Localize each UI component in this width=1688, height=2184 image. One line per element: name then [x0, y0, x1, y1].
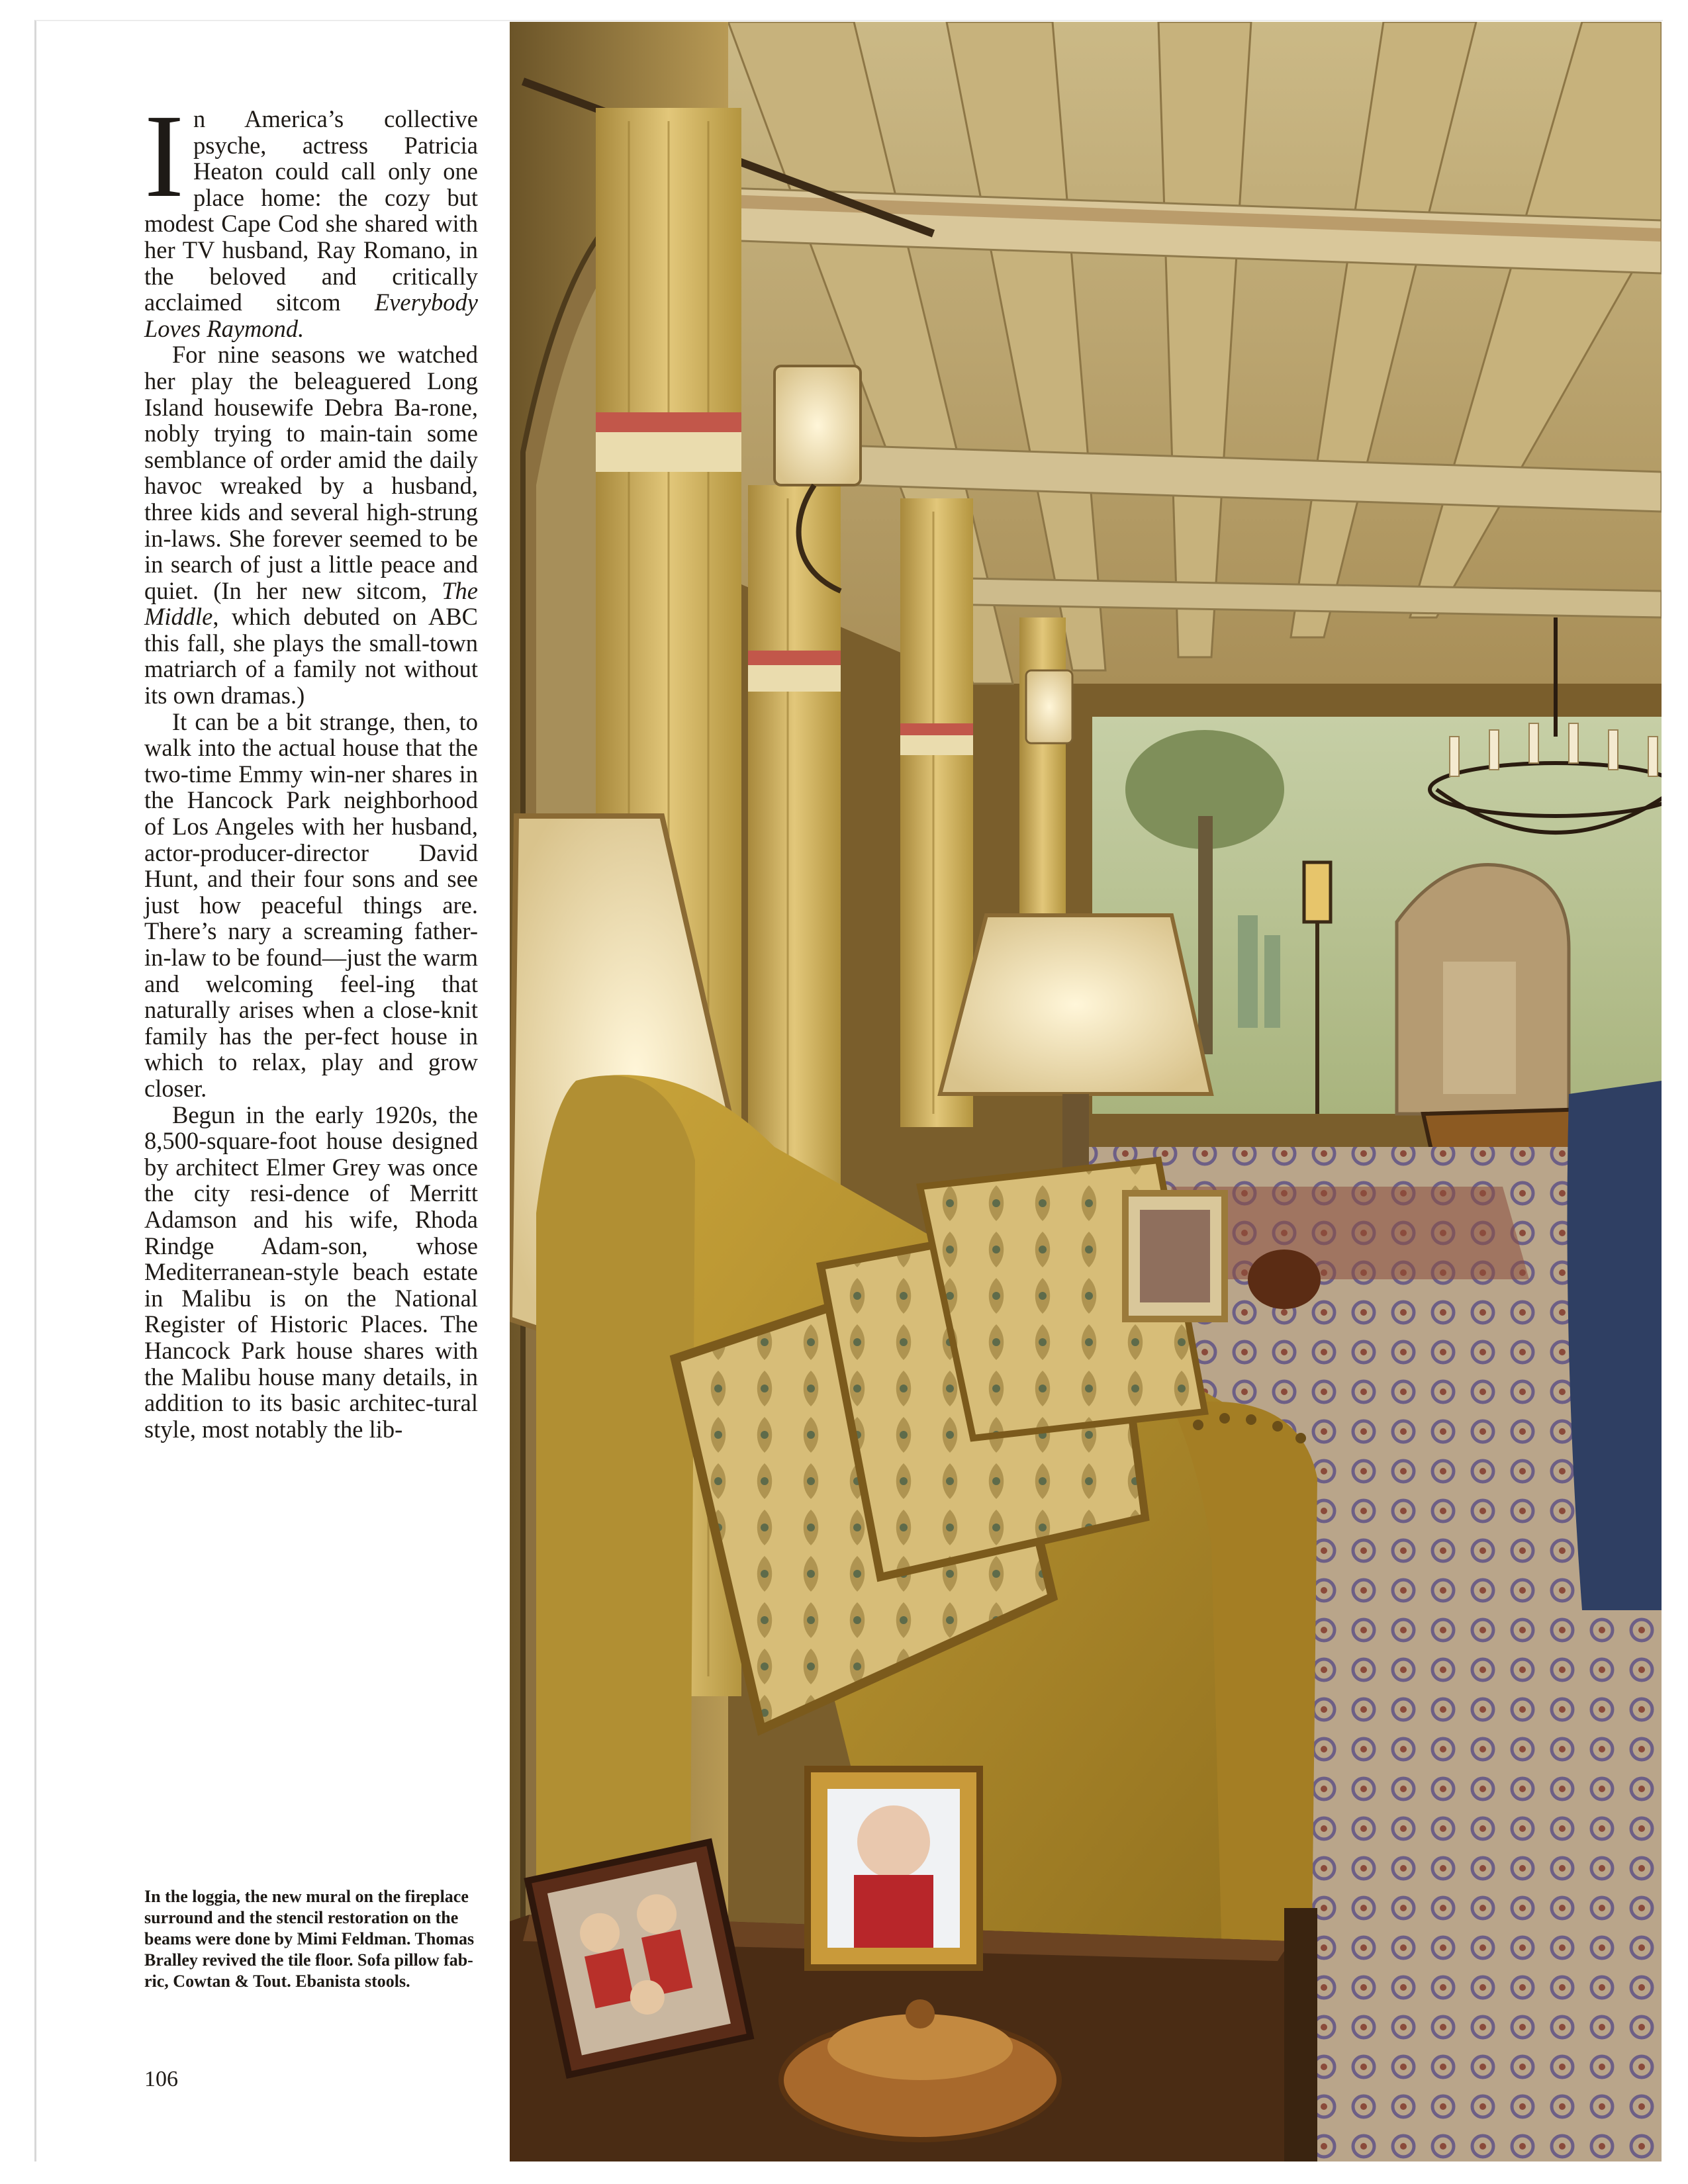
loggia-photo-illustration: [510, 22, 1662, 2161]
paragraph-1-text: n America’s collective psyche, actress Patricia Heaton could call only one place home: the cozy but modest Cape Cod she shared with her TV husband, Ray Romano, in the beloved and critically acclaimed sitcom: [144, 105, 478, 316]
photo-caption: In the loggia, the new mural on the fireplace surround and the stencil restoration on the beams were done by Mimi Feldman. Thomas Bralley revived the tile floor. Sofa pillow fab-ric, Cowtan & Tout. Ebanista stools.: [144, 1887, 475, 1991]
drop-cap: I: [144, 90, 184, 222]
article-body: [144, 90, 478, 1443]
paragraph-2: [144, 341, 478, 708]
paragraph-2-text: For nine seasons we watched her play the beleaguered Long Island housewife Debra Ba-rone, nobly trying to main-tain some semblance of order amid the daily havoc wreaked by a husband, three kids and several high-strung in-laws. She forever seemed to be in search of just a little peace and quiet. (In her new sitcom,: [144, 341, 478, 604]
show-title-raymond: Everybody Loves Raymond.: [144, 289, 478, 342]
paragraph-1: [144, 90, 478, 342]
paragraph-3: It can be a bit strange, then, to walk into the actual house that the two-time Emmy win-ner shares in the Hancock Park neighborhood of Los Angeles with her husband, actor-producer-director David Hunt, and their four sons and see just how peaceful things are. There’s nary a screaming father-in-law to be found—just the warm and welcoming feel-ing that naturally arises when a close-knit family has the per-fect house in which to relax, play and grow closer.: [144, 707, 478, 1102]
loggia-photo: [510, 22, 1662, 2161]
show-title-middle: The Middle: [144, 576, 478, 631]
paragraph-4: Begun in the early 1920s, the 8,500-square-foot house designed by architect Elmer Grey was once the city resi-dence of Merritt Adamson and his wife, Rhoda Rindge Adam-son, whose Mediterranean-style beach estate in Malibu is on the National Register of Historic Places. The Hancock Park house shares with the Malibu house many details, in addition to its basic architec-tural style, most notably the lib-: [144, 1101, 478, 1443]
paragraph-2-tail: , which debuted on ABC this fall, she plays the small-town matriarch of a family not without its own dramas.): [144, 603, 478, 709]
page-number: 106: [144, 2067, 178, 2091]
